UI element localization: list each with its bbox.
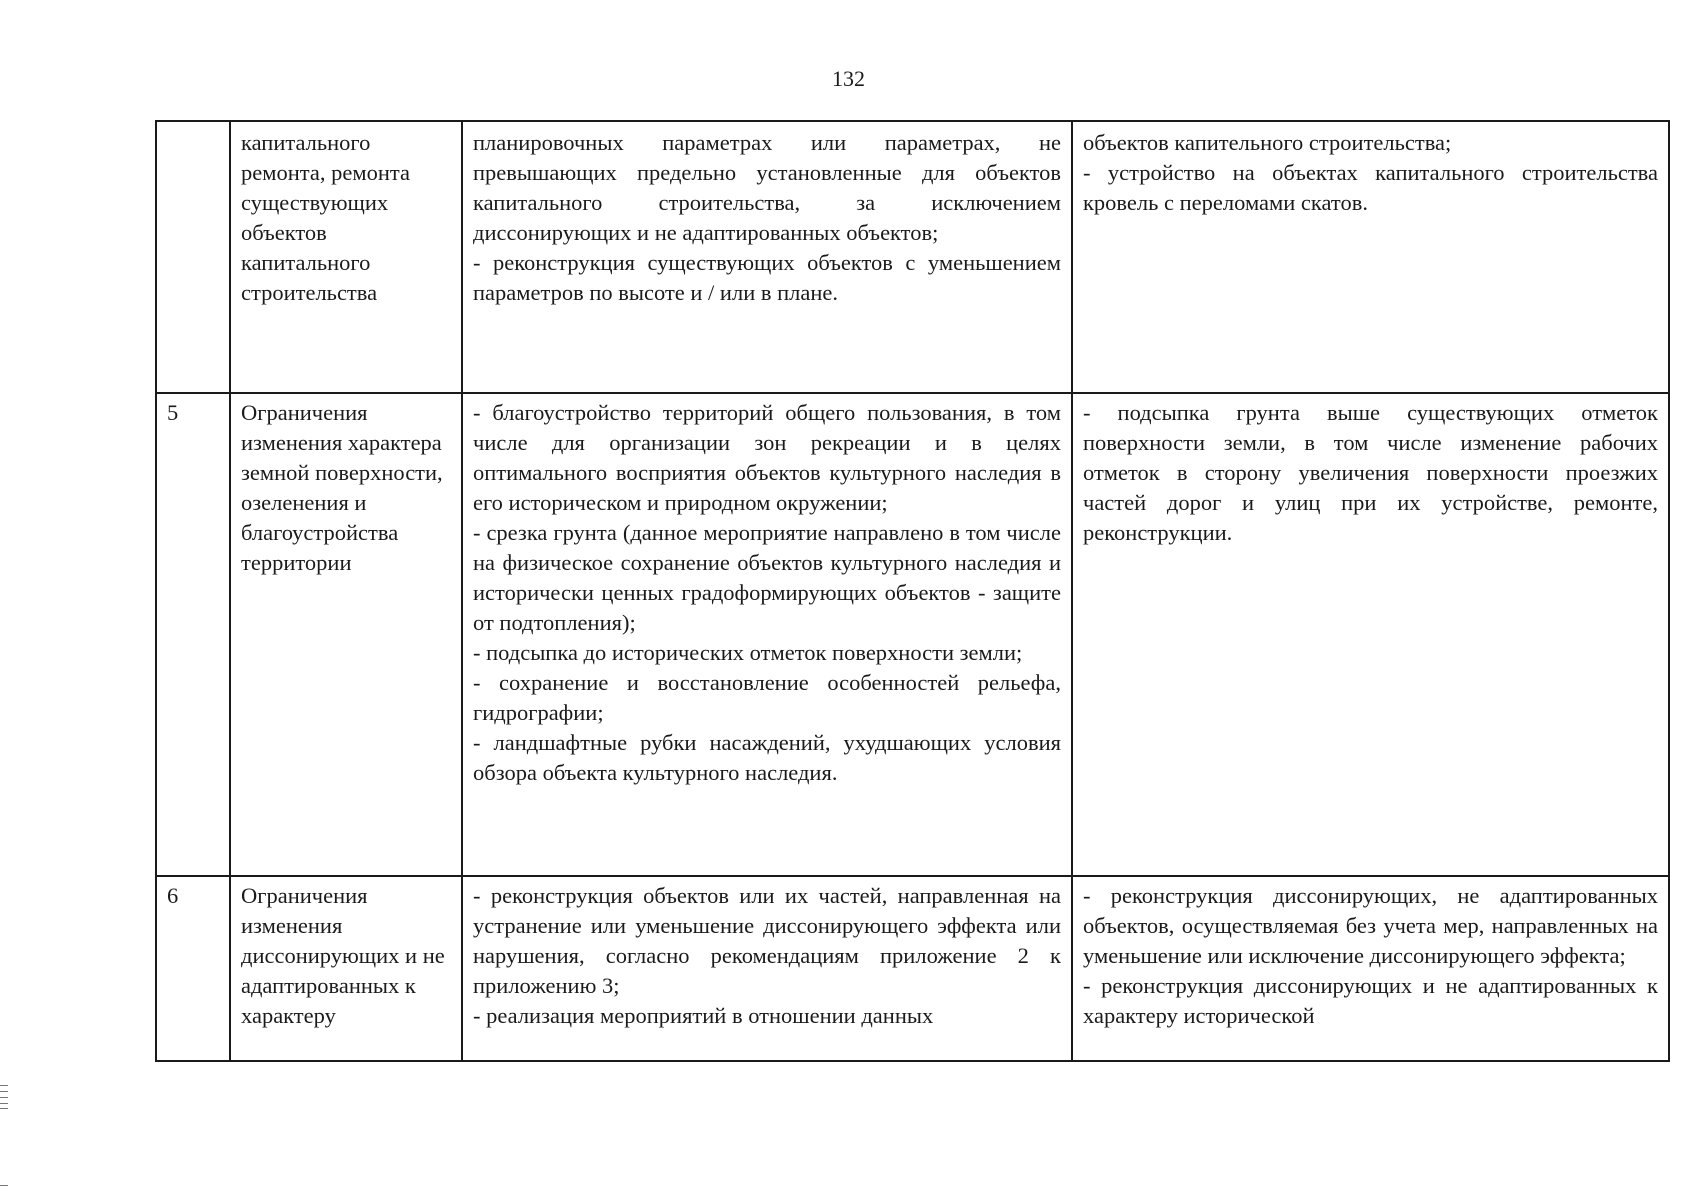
allowed-measures-cell <box>462 393 1072 876</box>
page-number: 132 <box>832 66 865 91</box>
restrictions-table <box>155 120 1670 1062</box>
allowed-item: - благоустройство территорий общего пользования, в том числе для организации зон рекреации и в целях оптимального восприятия объектов культурного наследия в его историческом и природном окружении; <box>473 400 1061 515</box>
allowed-item: планировочных параметрах или параметрах, не превышающих предельно установленные для объектов капитального строительства, за исключением диссонирующих и не адаптированных объектов; <box>473 130 1061 245</box>
row-number-cell: 5 <box>156 393 230 876</box>
forbidden-item: - реконструкция диссонирующих, не адаптированных объектов, осуществляемая без учета мер, направленных на уменьшение или исключение диссонирующего эффекта; <box>1083 883 1658 968</box>
table-row <box>156 876 1669 1061</box>
allowed-measures-cell <box>462 876 1072 1061</box>
margin-tick <box>0 1091 8 1092</box>
forbidden-measures-cell <box>1072 121 1669 393</box>
forbidden-item: - подсыпка грунта выше существующих отметок поверхности земли, в том числе изменение рабочих отметок в сторону увеличения поверхности проезжих частей дорог и улиц при их устройстве, ремонте, реконструкции. <box>1083 400 1658 545</box>
table-row <box>156 121 1669 393</box>
forbidden-item: - устройство на объектах капитального строительства кровель с переломами скатов. <box>1083 160 1658 215</box>
allowed-item: - сохранение и восстановление особенностей рельефа, гидрографии; <box>473 670 1061 725</box>
allowed-item: - срезка грунта (данное мероприятие направлено в том числе на физическое сохранение объектов культурного наследия и исторически ценных градоформирующих объектов - защите от подтопления); <box>473 520 1061 635</box>
allowed-item: - подсыпка до исторических отметок поверхности земли; <box>473 640 1023 665</box>
allowed-measures-cell <box>462 121 1072 393</box>
row-number-cell: 6 <box>156 876 230 1061</box>
margin-tick <box>0 1085 8 1086</box>
margin-tick <box>0 1108 8 1109</box>
restriction-name-cell: Ограничения изменения диссонирующих и не адаптированных к характеру <box>230 876 462 1061</box>
forbidden-measures-cell <box>1072 393 1669 876</box>
allowed-item: - реализация мероприятий в отношении данных <box>473 1003 934 1028</box>
margin-tick <box>0 1103 8 1104</box>
allowed-item: - ландшафтные рубки насаждений, ухудшающих условия обзора объекта культурного наследия. <box>473 730 1061 785</box>
restriction-name-cell: капитального ремонта, ремонта существующих объектов капитального строительства <box>230 121 462 393</box>
forbidden-item: объектов капительного строительства; <box>1083 130 1452 155</box>
allowed-item: - реконструкция объектов или их частей, направленная на устранение или уменьшение диссонирующего эффекта или нарушения, согласно рекомендациям приложение 2 к приложению 3; <box>473 883 1061 998</box>
restriction-name-cell: Ограничения изменения характера земной поверхности, озеленения и благоустройства территории <box>230 393 462 876</box>
margin-tick <box>0 1185 8 1186</box>
margin-tick <box>0 1097 8 1098</box>
forbidden-measures-cell <box>1072 876 1669 1061</box>
forbidden-item: - реконструкция диссонирующих и не адаптированных к характеру исторической <box>1083 973 1658 1028</box>
allowed-item: - реконструкция существующих объектов с уменьшением параметров по высоте и / или в плане. <box>473 250 1061 305</box>
row-number-cell <box>156 121 230 393</box>
table-row <box>156 393 1669 876</box>
